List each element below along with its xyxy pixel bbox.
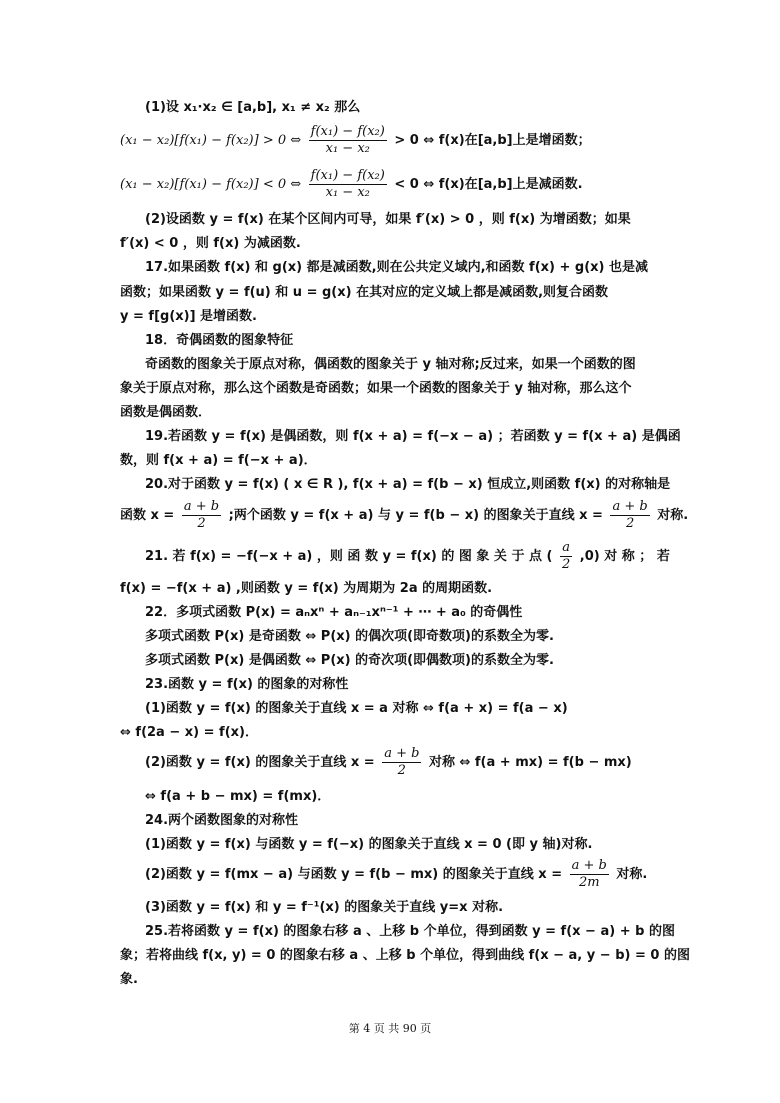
line-1: (1)设 x₁·x₂ ∈ [a,b], x₁ ≠ x₂ 那么	[145, 100, 361, 115]
fraction-numerator: a + b	[612, 499, 648, 514]
fraction-denominator: x₁ − x₂	[325, 141, 370, 156]
fraction-numerator: f(x₁) − f(x₂)	[310, 168, 385, 183]
fraction-numerator: a + b	[384, 746, 420, 761]
line-26: ⇔ f(a + b − mx) = f(mx)．	[145, 789, 331, 804]
line-25	[145, 746, 632, 779]
line-16	[120, 499, 688, 532]
line-16-part-a: 函数 x =	[120, 508, 175, 523]
line-8: y = f[g(x)] 是增函数.	[120, 309, 257, 324]
fraction-denominator: 2m	[578, 875, 600, 890]
line-23: (1)函数 y = f(x) 的图象关于直线 x = a 对称 ⇔ f(a + x) = f(a − x)	[145, 701, 568, 716]
line-29	[145, 858, 647, 891]
line-25-part-b: 对称 ⇔ f(a + mx) = f(b − mx)	[428, 755, 632, 770]
line-33: 象.	[120, 972, 138, 987]
line-16-part-c: 对称.	[657, 508, 689, 523]
line-28: (1)函数 y = f(x) 与函数 y = f(−x) 的图象关于直线 x = 0 (即 y 轴)对称.	[145, 837, 593, 852]
line-18: f(x) = −f(x + a) ,则函数 y = f(x) 为周期为 2a 的周期函数.	[120, 581, 493, 596]
line-2-lhs: (x₁ − x₂)[f(x₁) − f(x₂)] > 0 ⇔	[120, 133, 302, 148]
fraction	[560, 540, 572, 573]
line-15: 20.对于函数 y = f(x) ( x ∈ R ), f(x + a) = f(b − x) 恒成立,则函数 f(x) 的对称轴是	[145, 477, 671, 492]
line-16-part-b: ;两个函数 y = f(x + a) 与 y = f(b − x) 的图象关于直线 x =	[228, 508, 603, 523]
fraction	[182, 499, 221, 532]
line-29-part-b: 对称.	[616, 867, 648, 882]
line-13: 19.若函数 y = f(x) 是偶函数，则 f(x + a) = f(−x − a) ；若函数 y = f(x + a) 是偶函	[145, 429, 681, 444]
fraction-numerator: a + b	[571, 858, 607, 873]
line-17-part-b: ,0) 对 称 ； 若	[579, 549, 670, 564]
line-17-part-a: 21. 若 f(x) = −f(−x + a) ，则 函 数 y = f(x) 的 图 象 关 于 点 (	[145, 549, 553, 564]
line-10: 奇函数的图象关于原点对称，偶函数的图象关于 y 轴对称;反过来，如果一个函数的图	[145, 357, 636, 372]
line-6: 17.如果函数 f(x) 和 g(x) 都是减函数,则在公共定义域内,和函数 f(x) + g(x) 也是减	[145, 260, 649, 275]
line-12: 函数是偶函数．	[120, 405, 212, 420]
line-29-part-a: (2)函数 y = f(mx − a) 与函数 y = f(b − mx) 的图象关于直线 x =	[145, 867, 563, 882]
line-32: 象；若将曲线 f(x, y) = 0 的图象右移 a 、上移 b 个单位，得到曲线 f(x − a, y − b) = 0 的图	[120, 948, 690, 963]
fraction-denominator: 2	[197, 516, 206, 531]
line-14: 数，则 f(x + a) = f(−x + a)．	[120, 453, 317, 468]
line-11: 象关于原点对称，那么这个函数是奇函数；如果一个函数的图象关于 y 轴对称，那么这个	[120, 381, 632, 396]
fraction	[610, 499, 649, 532]
section-heading-18: 18．奇偶函数的图象特征	[145, 333, 294, 348]
fraction-numerator: f(x₁) − f(x₂)	[310, 124, 385, 139]
line-20: 多项式函数 P(x) 是奇函数 ⇔ P(x) 的偶次项(即奇数项)的系数全为零.	[145, 629, 554, 644]
line-3-lhs: (x₁ − x₂)[f(x₁) − f(x₂)] < 0 ⇔	[120, 177, 302, 192]
line-24: ⇔ f(2a − x) = f(x)．	[120, 725, 258, 740]
line-17	[145, 540, 670, 573]
section-heading-22: 22．多项式函数 P(x) = aₙxⁿ + aₙ₋₁xⁿ⁻¹ + ⋯ + a₀ 的奇偶性	[145, 605, 523, 620]
fraction-numerator: a + b	[183, 499, 220, 514]
line-7: 函数；如果函数 y = f(u) 和 u = g(x) 在其对应的定义域上都是减函数,则复合函数	[120, 285, 609, 300]
line-25-part-a: (2)函数 y = f(x) 的图象关于直线 x =	[145, 755, 375, 770]
line-2-rhs: > 0 ⇔ f(x)在[a,b]上是增函数；	[394, 133, 591, 148]
fraction	[382, 746, 421, 779]
line-2	[120, 124, 591, 157]
line-4: (2)设函数 y = f(x) 在某个区间内可导，如果 f′(x) > 0 ，则 f(x) 为增函数；如果	[145, 212, 631, 227]
line-5: f′(x) < 0 ，则 f(x) 为减函数.	[120, 236, 301, 251]
fraction-denominator: x₁ − x₂	[325, 185, 370, 200]
line-31: 25.若将函数 y = f(x) 的图象右移 a 、上移 b 个单位，得到函数 y = f(x − a) + b 的图	[145, 924, 675, 939]
fraction	[309, 168, 387, 201]
section-heading-23: 23.函数 y = f(x) 的图象的对称性	[145, 677, 349, 692]
line-30: (3)函数 y = f(x) 和 y = f⁻¹(x) 的图象关于直线 y=x 对称.	[145, 900, 504, 915]
page-number-footer: 第 4 页 共 90 页	[348, 1022, 432, 1035]
line-21: 多项式函数 P(x) 是偶函数 ⇔ P(x) 的奇次项(即偶数项)的系数全为零.	[145, 653, 554, 668]
fraction	[570, 858, 609, 891]
fraction-denominator: 2	[561, 557, 571, 572]
fraction-denominator: 2	[625, 516, 635, 531]
fraction-denominator: 2	[397, 763, 406, 778]
section-heading-24: 24.两个函数图象的对称性	[145, 813, 299, 828]
line-3	[120, 168, 583, 201]
fraction	[309, 124, 387, 157]
fraction-numerator: a	[560, 540, 572, 557]
line-3-rhs: < 0 ⇔ f(x)在[a,b]上是减函数.	[394, 177, 583, 192]
